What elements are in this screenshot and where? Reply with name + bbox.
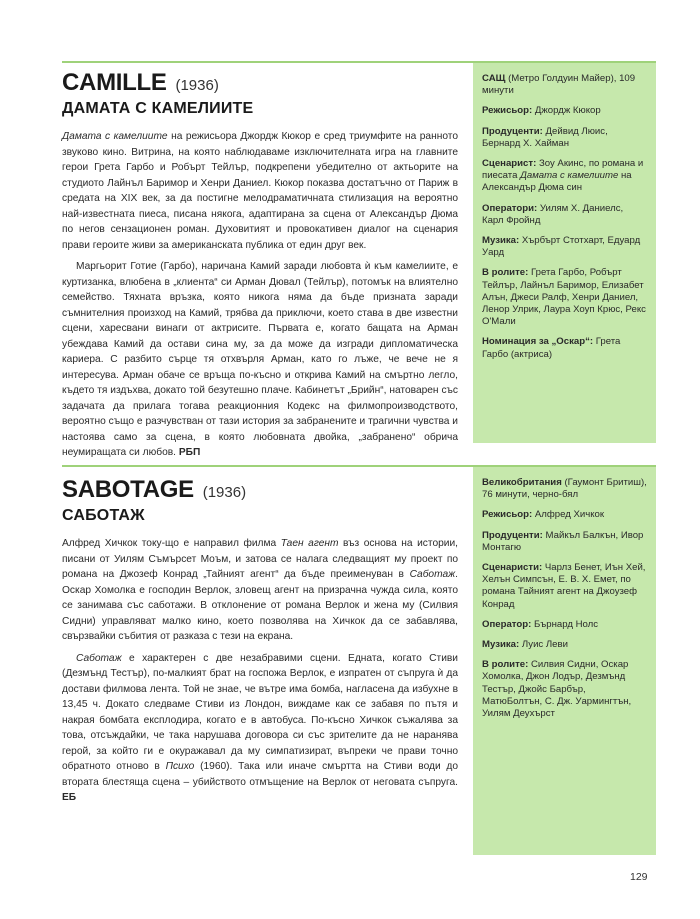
review-text: Маргьорит Готие (Гарбо), наричана Камий заради любовта ѝ към камелиите, е куртизанка, влюбена в „клиента“ си Арман Дювал (Тейлър), потомък на влиятелно семейство. Тяхната връзка, която никога няма да бъде призната заради съмнителния произход на Камий, трябва да приключи, което става в две известни сцени, харесвани винаги от актрисите. Първата е, когато бащата на Арман убеждава Камий да остави сина му, за да може да изгради дипломатическа кариера. С разбито сърце тя отхвърля Арман, като го лъже, че вече не я интересува. Арман обаче се връща по-късно и открива Камий на смъртно легло, където тя издъхва, докато той безутешно плаче. Кабинетът „Брийн“, натоварен със задачата да прилага тогава реакционния Кодекс на филмопроизводството, вероятно също е разчувстван от тази история за забранените и трагични чувства и настоява само за сцена, в която любовната двойка, „забранено“ обрича неумиращата си любов.: [62, 261, 458, 458]
credit-label: Сценарист:: [482, 158, 537, 170]
credit-entry: [482, 158, 647, 195]
credit-entry: [482, 105, 647, 117]
credit-value: (Метро Голдуин Майер), 109 минути: [482, 73, 636, 97]
film-title-translated: ДАМАТА С КАМЕЛИИТЕ: [62, 100, 254, 117]
credit-value: Грета Гарбо, Робърт Тейлър, Лайнъл Баримор, Елизабет Алън, Джеси Ралф, Хенри Даниел, Ленор Улрик, Лаура Хоуп Крюс, Рекс О'Мали: [482, 267, 646, 328]
review-text: (1960). Така или иначе смъртта на Стиви води до втората блестяща сцена – убийството отмъщение на Верлок от неговата съпруга.: [62, 761, 458, 788]
review-paragraph: [62, 536, 458, 645]
credit-entry: [482, 336, 647, 360]
review-text: Алфред Хичкок току-що е направил филма: [62, 538, 281, 549]
credit-label: В ролите:: [482, 659, 529, 671]
credit-entry: [482, 203, 647, 227]
review-paragraph: [62, 651, 458, 806]
credit-value: Алфред Хичкок: [532, 509, 605, 521]
review-text: Саботаж: [76, 652, 122, 664]
credit-value: Хърбърт Стотхарт, Едуард Уард: [482, 235, 641, 259]
reviewer-initials: ЕБ: [62, 792, 77, 803]
film-title: [62, 66, 458, 99]
film-review: [62, 129, 458, 461]
credit-value: Дейвид Люис, Бернард Х. Хайман: [482, 125, 608, 149]
credit-value: Уилям Х. Даниелс, Карл Фройнд: [482, 202, 624, 226]
review-text: Психо: [165, 761, 195, 772]
credit-value: (Гаумонт Бритиш), 76 минути, черно-бял: [482, 477, 647, 501]
credit-entry: [482, 530, 647, 554]
review-paragraph: [62, 129, 458, 253]
credit-label: Оператори:: [482, 202, 538, 214]
review-text: Таен агент: [280, 538, 339, 549]
credit-entry: [482, 267, 647, 328]
film-year: (1936): [202, 484, 247, 501]
credit-value: Грета Гарбо (актриса): [482, 336, 621, 360]
credits-box-sabotage: [473, 467, 656, 855]
credit-label: Продуценти:: [482, 529, 543, 541]
credit-label: Оператор:: [482, 618, 532, 630]
credit-entry: [482, 235, 647, 259]
credit-value: Бърнард Нолс: [531, 618, 599, 630]
credit-entry: [482, 73, 647, 97]
credit-entry: [482, 477, 647, 501]
review-text: . Оскар Хомолка е господин Верлок, зловещ агент на призрачна чужда сила, която се занимава със саботажи. В отклонение от романа Верлок и жена му (Силвия Сидни) управляват малко кино, което позволява на Хичкок да се забавлява, свързвайки събития от разказа с тези на екрана.: [62, 569, 458, 642]
credit-value: Зоу Акинс, по романа и пиесата: [482, 158, 644, 182]
credit-entry: [482, 126, 647, 150]
credit-label: Продуценти:: [482, 125, 543, 137]
credit-entry: [482, 659, 647, 720]
credit-value: Силвия Сидни, Оскар Хомолка, Джон Лодър, Дезмънд Тестър, Джойс Барбър, МатюБолтън, С. Дж. Уармингтън, Уилям Деухърст: [482, 659, 632, 720]
credit-value: Майкъл Балкън, Ивор Монтагю: [482, 529, 644, 553]
credit-label: В ролите:: [482, 267, 529, 279]
credit-work-title: Дамата с камелиите: [520, 170, 619, 182]
film-entry-sabotage: [62, 473, 458, 812]
credit-entry: [482, 562, 647, 611]
credit-entry: [482, 509, 647, 521]
film-review: [62, 536, 458, 806]
credit-label: Музика:: [482, 235, 520, 247]
review-paragraph: [62, 259, 458, 461]
film-title: [62, 473, 458, 506]
film-year: (1936): [175, 77, 219, 94]
credit-label: Великобритания: [482, 477, 562, 488]
review-text: Саботаж: [409, 569, 456, 580]
film-title-original: SABOTAGE: [62, 476, 194, 503]
credit-label: Номинация за „Оскар“:: [482, 336, 594, 348]
film-title-translated: САБОТАЖ: [62, 507, 145, 524]
film-title-original: CAMILLE: [62, 69, 167, 96]
credit-entry: [482, 619, 647, 631]
credit-value: Чарлз Бенет, Иън Хей, Хелън Симпсън, Е. В. Х. Емет, по романа Тайният агент на Джоузеф Конрад: [482, 562, 646, 610]
credit-label: САЩ: [482, 73, 506, 84]
film-entry-camille: [62, 66, 458, 467]
review-text: Дамата с камелиите: [62, 131, 168, 142]
credit-label: Режисьор:: [482, 105, 533, 117]
review-text: е характерен с две незабравими сцени. Едната, когато Стиви (Дезмънд Тестър), по-малкият брат на госпожа Верлок, е изпратен от съпруга ѝ да достави филмова лента. Той не знае, че вътре има бомба, нагласена да избухне в 13,45 ч. Докато следваме Стиви из Лондон, виждаме как се забавя по пътя и накрая бомбата експлодира, когато е в автобуса. По-късно Хичкок съжалява за това, отсъждайки, че така нарушава договора си със зрителите да не наранява герой, за който ги е окуражавал да му симпатизират, въпреки че прави точно обратното отново в: [62, 652, 458, 772]
credit-label: Музика:: [482, 639, 520, 651]
credits-box-camille: [473, 63, 656, 443]
credit-entry: [482, 639, 647, 651]
credit-label: Режисьор:: [482, 509, 533, 521]
credit-label: Сценаристи:: [482, 562, 543, 574]
page-number: 129: [630, 871, 648, 883]
credit-value: на Александър Дюма син: [482, 170, 632, 194]
review-text: въз основа на истории, писани от Уилям Съмърсет Моъм, и затова се налага следващият му проект по романа на Джозеф Конрад „Тайният агент“ да бъде преименуван в: [62, 538, 458, 580]
credit-value: Луис Леви: [519, 639, 568, 651]
review-text: на режисьора Джордж Кюкор е сред триумфите на ранното звуково кино. Витрина, на която наблюдаваме изключителната игра на главните герои Грета Гарбо и Робърт Тейлър, подкрепени убедително от актьорите на студиото Лайнъл Баримор и Хенри Даниел. Кюкор показва достатъчно от Париж в средата на XIX век, за да постигне мелодраматичната стилизация на вероятно най-известната пиеса, писана някога, адаптирана за сцена от Александър Дюма по негов сензационен роман. Духовитият и провокативен диалог на сценария прави героите живи за американската публика от един друг век.: [62, 131, 458, 251]
credit-value: Джордж Кюкор: [532, 105, 601, 117]
reviewer-initials: РБП: [178, 447, 201, 458]
